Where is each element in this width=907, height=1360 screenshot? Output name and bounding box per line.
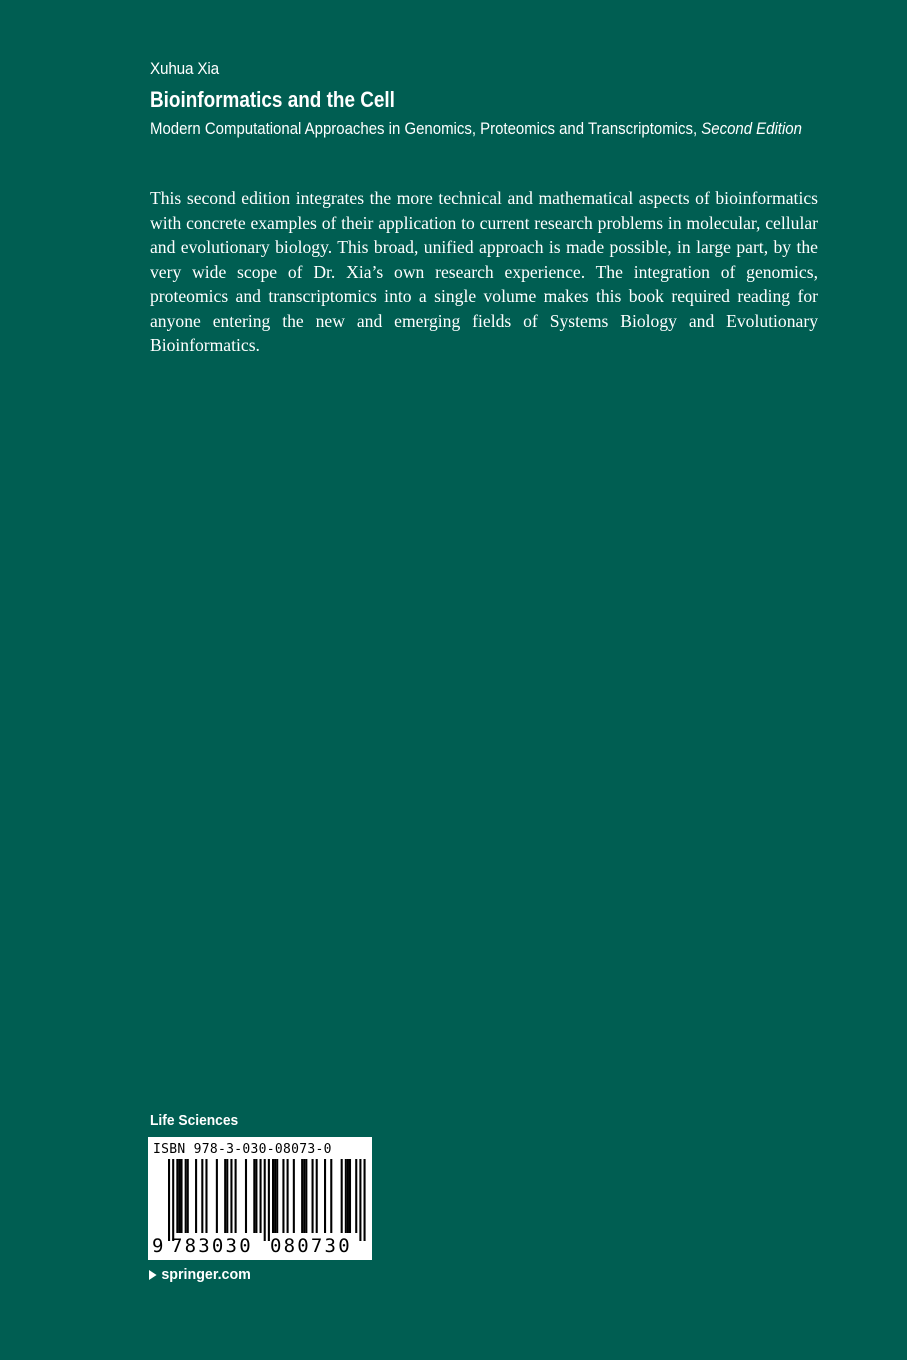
barcode-bar: [245, 1159, 247, 1233]
subtitle-text: Modern Computational Approaches in Genomics, Proteomics and Transcriptomics,: [150, 119, 698, 138]
barcode-bar: [216, 1159, 218, 1233]
ean-right-group: 080730: [270, 1235, 352, 1257]
isbn-label: ISBN 978-3-030-08073-0: [153, 1142, 332, 1157]
barcode-bar: [180, 1159, 182, 1233]
barcode-bar: [324, 1159, 326, 1233]
barcode-bar: [172, 1159, 174, 1241]
barcode-bar: [341, 1159, 343, 1233]
barcode-bar: [205, 1159, 207, 1233]
barcode-bar: [253, 1159, 255, 1233]
isbn-barcode: [148, 1137, 372, 1260]
barcode-bar: [349, 1159, 351, 1233]
barcode-bar: [364, 1159, 366, 1241]
barcode-bar: [303, 1159, 305, 1233]
barcode-bar: [316, 1159, 318, 1233]
book-title: Bioinformatics and the Cell: [150, 87, 395, 112]
author-name: Xuhua Xia: [150, 59, 219, 78]
ean-first-digit: 9: [152, 1235, 164, 1257]
edition-label: Second Edition: [701, 119, 802, 138]
barcode-bar: [274, 1159, 276, 1233]
barcode-bar: [305, 1159, 307, 1233]
barcode-bar: [178, 1159, 180, 1233]
barcode-bar: [264, 1159, 266, 1241]
barcode-bar: [301, 1159, 303, 1233]
barcode-bar: [226, 1159, 228, 1233]
barcode-bar: [347, 1159, 349, 1233]
subject-category: Life Sciences: [150, 1112, 239, 1129]
barcode-bar: [255, 1159, 257, 1233]
barcode-bar: [293, 1159, 295, 1233]
barcode-bar: [195, 1159, 197, 1233]
barcode-bar: [330, 1159, 332, 1233]
barcode-bar: [185, 1159, 187, 1233]
barcode-bar: [235, 1159, 237, 1233]
arrow-right-icon: [149, 1270, 157, 1280]
barcode-bar: [276, 1159, 278, 1233]
blurb-paragraph: This second edition integrates the more technical and mathematical aspects of bioinformatics with concrete examples of their application to current research problems in molecular, cellular and evolutionary biology. This broad, unified approach is made possible, in large part, by the very wide scope of Dr. Xia’s own research experience. The integration of genomics, proteomics and transcriptomics into a single volume makes this book required reading for anyone entering the new and emerging fields of Systems Biology and Evolutionary Bioinformatics.: [150, 188, 818, 355]
barcode-bar: [224, 1159, 226, 1233]
barcode-bar: [287, 1159, 289, 1233]
barcode-bar: [268, 1159, 270, 1241]
barcode-bar: [168, 1159, 170, 1241]
barcode-bar: [176, 1159, 178, 1233]
barcode-bar: [260, 1159, 262, 1233]
barcode-bar: [282, 1159, 284, 1233]
barcode-bar: [187, 1159, 189, 1233]
publisher-website: [149, 1265, 251, 1285]
barcode-bar: [359, 1159, 361, 1241]
barcode-bar: [312, 1159, 314, 1233]
book-subtitle: [150, 118, 802, 140]
website-text: springer.com: [161, 1266, 251, 1283]
ean-left-group: 783030: [171, 1235, 253, 1257]
barcode-bar: [201, 1159, 203, 1233]
barcode-bar: [355, 1159, 357, 1233]
barcode-bar: [230, 1159, 232, 1233]
barcode-bar: [272, 1159, 274, 1233]
barcode-bar: [345, 1159, 347, 1233]
